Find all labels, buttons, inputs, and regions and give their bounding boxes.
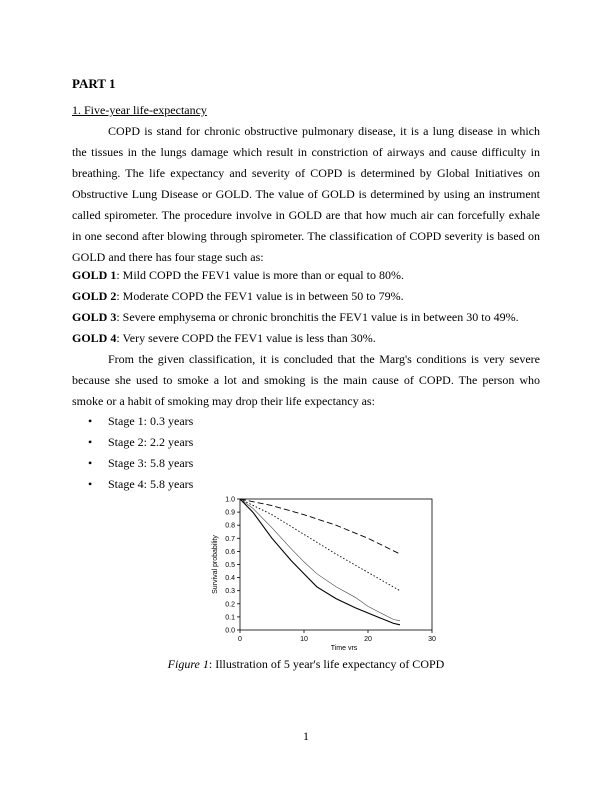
list-item: [88, 453, 193, 474]
gold-text: : Mild COPD the FEV1 value is more than or equal to 80%.: [116, 268, 404, 282]
list-item-text: Stage 1: 0.3 years: [108, 414, 194, 428]
y-axis-label: Survival probability: [212, 535, 219, 594]
y-tick-label: 0.7: [225, 535, 235, 543]
bullet-icon: •: [88, 477, 93, 491]
gold-text: : Moderate COPD the FEV1 value is in between 50 to 79%.: [116, 289, 404, 303]
gold-item: [72, 286, 540, 307]
x-tick-label: 20: [364, 636, 372, 643]
y-tick-label: 0.1: [225, 614, 235, 622]
gold-label: GOLD 1: [72, 268, 117, 282]
x-axis-label: Time yrs: [330, 645, 358, 650]
list-item: [88, 411, 193, 432]
figure-label: Figure 1: [167, 657, 209, 671]
gold-item: [72, 265, 540, 286]
list-item: [88, 432, 193, 453]
figure-caption-text: : Illustration of 5 year's life expectancy of COPD: [208, 657, 445, 671]
page-number: 1: [303, 729, 309, 743]
bullet-icon: •: [88, 435, 93, 449]
y-tick-label: 0.9: [225, 509, 235, 517]
list-item-text: Stage 4: 5.8 years: [108, 477, 194, 491]
y-tick-label: 0.0: [225, 627, 235, 635]
series-line-dotted: [240, 499, 400, 591]
list-item: [88, 474, 193, 495]
section-title: 1. Five-year life-expectancy: [72, 103, 207, 117]
y-tick-label: 0.2: [225, 601, 235, 609]
figure-caption: [0, 657, 612, 672]
page-heading: PART 1: [72, 76, 116, 91]
gold-text: : Very severe COPD the FEV1 value is less than 30%.: [116, 331, 376, 345]
gold-item: [72, 307, 540, 328]
y-tick-label: 0.6: [225, 548, 235, 556]
gold-label: GOLD 2: [72, 289, 117, 303]
x-tick-label: 10: [300, 636, 308, 643]
series-line-thin-solid: [240, 499, 400, 621]
bullet-icon: •: [88, 456, 93, 470]
bullet-icon: •: [88, 414, 93, 428]
y-tick-label: 0.3: [225, 588, 235, 596]
y-tick-label: 0.8: [225, 522, 235, 530]
y-tick-label: 0.5: [225, 562, 235, 569]
y-tick-label: 0.4: [225, 575, 235, 583]
gold-text: : Severe emphysema or chronic bronchitis the FEV1 value is in between 30 to 49%.: [116, 310, 519, 324]
chart-svg: [208, 494, 440, 650]
intro-paragraph: COPD is stand for chronic obstructive pulmonary disease, it is a lung disease in which the tissues in the lungs damage which result in constriction of airways and cause difficulty in breathing. The life expectancy and severity of COPD is determined by Global Initiatives on Obstructive Lung Disease or GOLD. The value of GOLD is determined by using an instrument called spirometer. The procedure involve in GOLD are that how much air can forcefully exhale in one second after blowing through spirometer. The classification of COPD severity is based on GOLD and there has four stage such as:: [72, 124, 540, 264]
x-tick-label: 30: [428, 636, 436, 643]
gold-item: [72, 328, 540, 349]
series-line-thick-solid: [240, 499, 400, 625]
list-item-text: Stage 2: 2.2 years: [108, 435, 194, 449]
x-tick-label: 0: [238, 636, 242, 643]
plot-frame: [240, 499, 432, 630]
y-tick-label: 1.0: [225, 496, 235, 504]
gold-label: GOLD 4: [72, 331, 117, 345]
survival-chart: [208, 494, 440, 650]
list-item-text: Stage 3: 5.8 years: [108, 456, 194, 470]
gold-label: GOLD 3: [72, 310, 117, 324]
conclusion-paragraph: From the given classification, it is concluded that the Marg's conditions is very severe because she used to smoke a lot and smoking is the main cause of COPD. The person who smoke or a habit of smoking may drop their life expectancy as:: [72, 352, 540, 408]
